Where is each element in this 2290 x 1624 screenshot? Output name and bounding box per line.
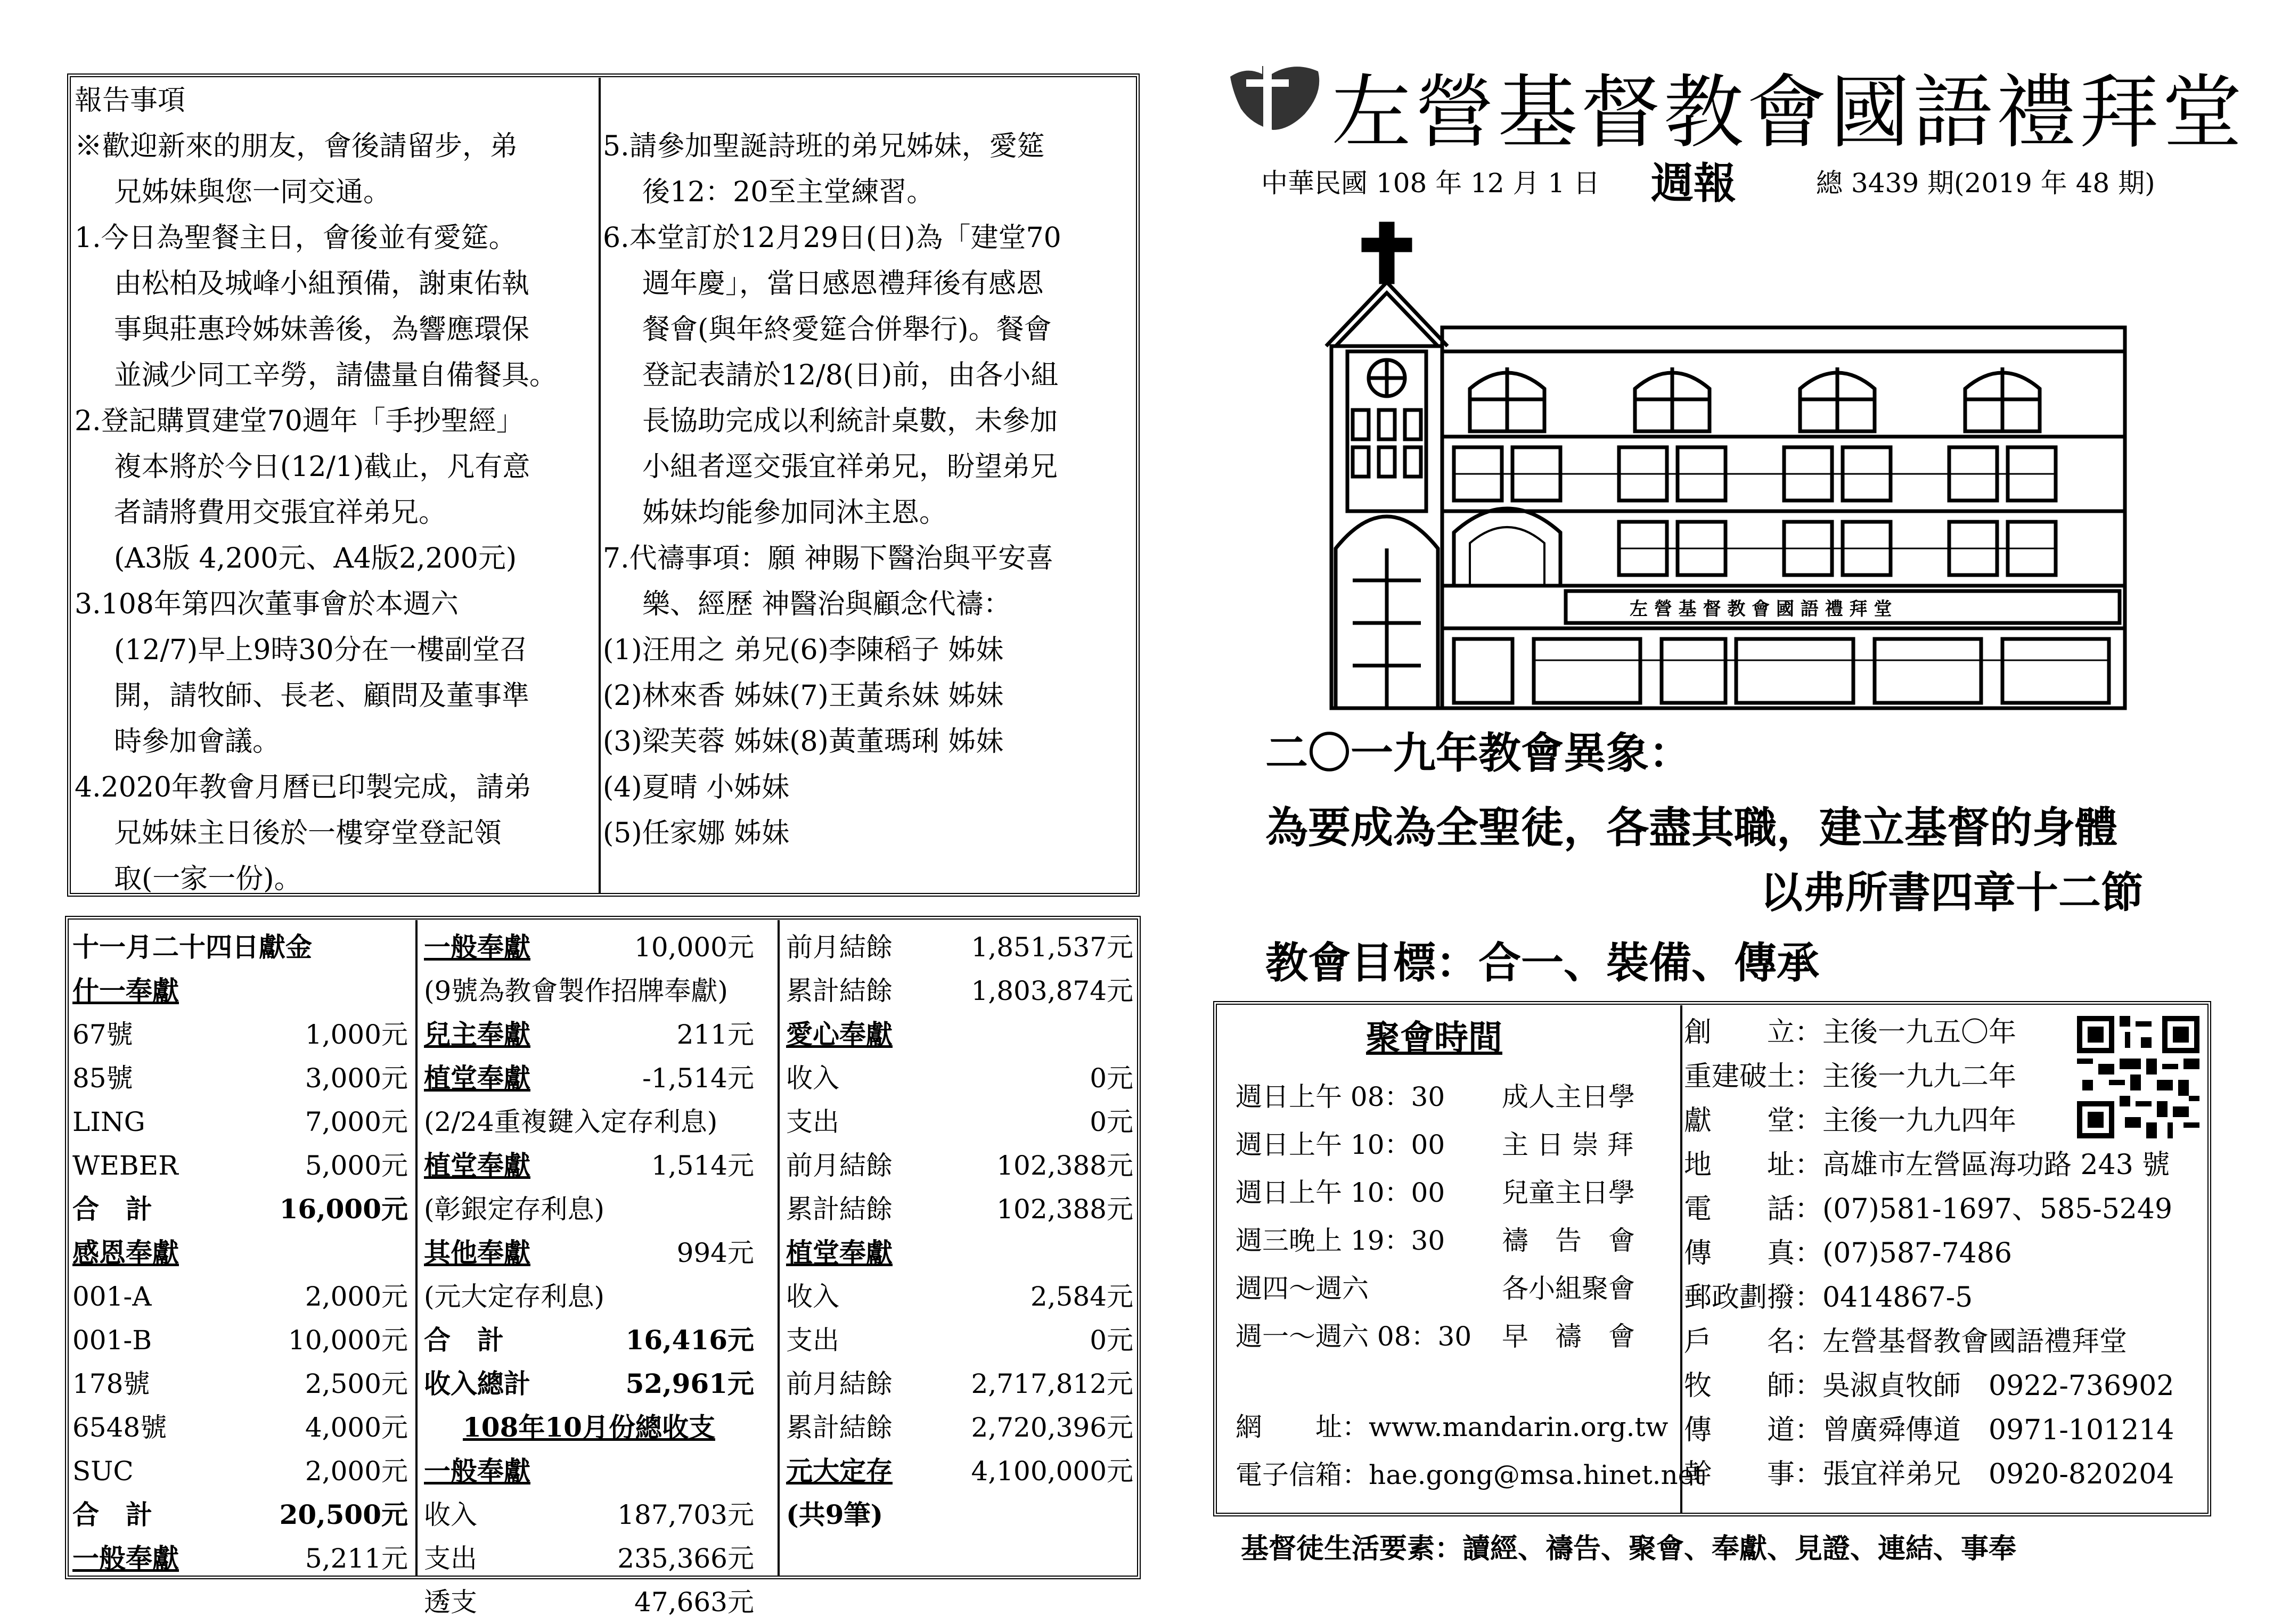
finance-row — [424, 1144, 754, 1187]
announcement-line: 小組者逕交張宜祥弟兄，盼望弟兄 — [642, 451, 1058, 483]
finance-label: 感恩奉獻 — [72, 1237, 179, 1268]
announcement-line: 者請將費用交張宜祥弟兄。 — [114, 497, 447, 529]
finance-row — [72, 1318, 408, 1362]
announcement-line: 5.請參加聖誕詩班的弟兄姊妹，愛筵 — [603, 130, 1045, 162]
finance-amount: 5,000元 — [305, 1150, 408, 1181]
meeting-time: 週一～週六 08：30 — [1236, 1321, 1472, 1352]
finance-label: 合 計 — [72, 1499, 152, 1530]
church-info-row: 傳 真：(07)587-7486 — [1684, 1237, 2012, 1269]
finance-amount: 1,851,537元 — [971, 932, 1133, 963]
finance-amount: 7,000元 — [305, 1106, 408, 1137]
finance-label: 67號 — [72, 1019, 133, 1050]
finance-amount: 16,000元 — [279, 1193, 408, 1225]
finance-label: 收入 — [424, 1499, 477, 1530]
church-info-row: 獻 堂：主後一九九四年 — [1684, 1105, 2017, 1137]
announcement-line: 長協助完成以利統計桌數，未參加 — [642, 405, 1058, 437]
finance-row — [424, 1056, 754, 1100]
meeting-time: 週四～週六 — [1236, 1273, 1369, 1304]
announcement-line: 6.本堂訂於12月29日(日)為「建堂70 — [603, 222, 1061, 254]
finance-row — [424, 1406, 754, 1449]
finance-label: 85號 — [72, 1063, 133, 1094]
finance-row — [424, 1580, 754, 1624]
church-info-row: 創 立：主後一九五〇年 — [1684, 1016, 2017, 1048]
finance-amount: 2,000元 — [305, 1456, 408, 1487]
finance-label: 一般奉獻 — [424, 931, 530, 963]
finance-amount: 16,416元 — [625, 1324, 754, 1356]
finance-label: 累計結餘 — [786, 975, 893, 1006]
announcement-line: (A3版 4,200元、A4版2,200元) — [114, 543, 517, 575]
finance-amount: 102,388元 — [996, 1150, 1133, 1181]
finance-amount: 20,500元 — [279, 1499, 408, 1530]
vision-scripture: 以弗所書四章十二節 — [1760, 867, 2144, 917]
website: 網 址：www.mandarin.org.tw — [1236, 1412, 1669, 1442]
announcement-line: (3)梁芙蓉 姊妹(8)黃董瑪琍 姊妹 — [603, 726, 1004, 758]
bulletin-issue: 總 3439 期(2019 年 48 期) — [1816, 168, 2155, 199]
church-info-row: 電 話：(07)581-1697、585-5249 — [1684, 1193, 2173, 1225]
announcement-line: (12/7)早上9時30分在一樓副堂召 — [114, 634, 528, 666]
finance-row — [72, 1013, 408, 1056]
church-info-row: 地 址：高雄市左營區海功路 243 號 — [1684, 1149, 2170, 1181]
vision-heading: 二〇一九年教會異象： — [1265, 728, 1691, 778]
church-info-row: 幹 事：張宜祥弟兄 0920-820204 — [1684, 1458, 2174, 1490]
announcement-line: (4)夏晴 小姊妹 — [603, 772, 790, 803]
church-info-row: 郵政劃撥：0414867-5 — [1684, 1282, 1973, 1314]
finance-row — [786, 1013, 1133, 1056]
finance-label: 植堂奉獻 — [424, 1150, 530, 1181]
finance-label: 支出 — [786, 1106, 839, 1137]
church-info-row: 牧 師：吳淑貞牧師 0922-736902 — [1684, 1370, 2174, 1402]
christian-life-elements: 基督徒生活要素：讀經、禱告、聚會、奉獻、見證、連結、事奉 — [1241, 1532, 2017, 1565]
meeting-row — [1236, 1169, 1667, 1217]
finance-row — [786, 1056, 1133, 1100]
announcement-line: 取(一家一份)。 — [114, 863, 302, 895]
finance-amount: 4,100,000元 — [971, 1456, 1133, 1487]
finance-amount: 0元 — [1090, 1325, 1133, 1356]
announcement-line: 姊妹均能參加同沐主恩。 — [642, 497, 947, 529]
finance-label: 愛心奉獻 — [786, 1019, 893, 1050]
qr-code — [2077, 1016, 2199, 1138]
finance-amount: 4,000元 — [305, 1412, 408, 1443]
finance-label: 001-B — [72, 1325, 152, 1356]
finance-label: 前月結餘 — [786, 1368, 893, 1399]
finance-divider-1 — [415, 920, 418, 1576]
finance-row — [72, 925, 408, 969]
finance-row — [424, 1275, 754, 1318]
announcement-line: ※歡迎新來的朋友，會後請留步，弟 — [75, 130, 518, 162]
finance-amount: 102,388元 — [996, 1194, 1133, 1225]
finance-label: 前月結餘 — [786, 932, 893, 963]
finance-amount: 3,000元 — [305, 1063, 408, 1094]
church-goal: 教會目標：合一、裝備、傳承 — [1265, 938, 1819, 988]
announcement-line: 餐會(與年終愛筵合併舉行)。餐會 — [642, 314, 1052, 346]
finance-row — [424, 925, 754, 969]
announcements-divider — [599, 78, 601, 893]
meetings-divider — [1680, 1005, 1682, 1513]
meeting-time: 週日上午 08：30 — [1236, 1081, 1445, 1112]
finance-row — [424, 1318, 754, 1362]
finance-row — [786, 1144, 1133, 1187]
finance-row — [424, 1100, 754, 1144]
announcement-line: 登記表請於12/8(日)前，由各小組 — [642, 359, 1059, 391]
church-info-row: 傳 道：曾廣舜傳道 0971-101214 — [1684, 1414, 2174, 1446]
finance-amount: 1,803,874元 — [971, 975, 1133, 1006]
finance-row — [72, 1493, 408, 1537]
finance-label: (9號為教會製作招牌奉獻) — [424, 975, 728, 1006]
finance-row — [424, 1449, 754, 1493]
finance-label: 元大定存 — [786, 1455, 893, 1487]
finance-label: WEBER — [72, 1150, 178, 1181]
announcement-line: 並減少同工辛勞，請儘量自備餐具。 — [114, 359, 558, 391]
finance-row — [786, 1187, 1133, 1231]
meeting-row — [1236, 1313, 1667, 1360]
finance-row — [786, 1318, 1133, 1362]
finance-label: 植堂奉獻 — [424, 1062, 530, 1094]
finance-label: (元大定存利息) — [424, 1281, 605, 1312]
finance-amount: 1,514元 — [651, 1150, 754, 1181]
announcement-line: 後12：20至主堂練習。 — [642, 176, 935, 208]
finance-label: 累計結餘 — [786, 1412, 893, 1443]
finance-amount: 47,663元 — [634, 1587, 754, 1618]
finance-divider-2 — [778, 920, 780, 1576]
finance-amount: 211元 — [676, 1019, 754, 1050]
finance-row — [72, 1275, 408, 1318]
finance-label: 透支 — [424, 1587, 477, 1618]
finance-amount: 52,961元 — [625, 1368, 754, 1399]
finance-label: 收入 — [786, 1063, 839, 1094]
meeting-row — [1236, 1217, 1667, 1265]
finance-label: (共9筆) — [786, 1499, 884, 1530]
finance-row — [424, 1231, 754, 1275]
finance-row — [72, 1537, 408, 1580]
church-info-row: 重建破土：主後一九九二年 — [1684, 1061, 2017, 1093]
finance-label: 其他奉獻 — [424, 1237, 530, 1268]
bulletin-label: 週報 — [1651, 158, 1736, 208]
finance-label: 001-A — [72, 1281, 152, 1312]
finance-row — [786, 1100, 1133, 1144]
finance-row — [72, 969, 408, 1013]
finance-col1 — [72, 925, 408, 1580]
finance-label: 合 計 — [72, 1193, 152, 1225]
finance-label: 前月結餘 — [786, 1150, 893, 1181]
announcement-line: 3.108年第四次董事會於本週六 — [75, 588, 459, 620]
finance-row — [786, 1275, 1133, 1318]
finance-label: 什一奉獻 — [72, 975, 179, 1006]
finance-amount: 1,000元 — [305, 1019, 408, 1050]
meeting-time: 週日上午 10：00 — [1236, 1129, 1445, 1160]
church-logo — [1225, 55, 1331, 135]
finance-label: 一般奉獻 — [72, 1543, 179, 1574]
finance-row — [72, 1362, 408, 1406]
meeting-row — [1236, 1265, 1667, 1313]
finance-label: 6548號 — [72, 1412, 167, 1443]
finance-row — [72, 1100, 408, 1144]
finance-amount: 2,584元 — [1030, 1281, 1133, 1312]
announcement-line: 4.2020年教會月曆已印製完成，請弟 — [75, 772, 531, 803]
finance-label: 累計結餘 — [786, 1194, 893, 1225]
finance-amount: 5,211元 — [305, 1543, 408, 1574]
announcement-line: 樂、經歷 神醫治與顧念代禱： — [642, 588, 1011, 620]
finance-amount: 187,703元 — [617, 1499, 754, 1530]
announcement-line: 複本將於今日(12/1)截止，凡有意 — [114, 451, 530, 483]
finance-row — [424, 1493, 754, 1537]
meetings-list — [1236, 1073, 1667, 1360]
announcement-line: 週年慶」，當日感恩禮拜後有感恩 — [642, 268, 1044, 300]
finance-row — [72, 1187, 408, 1231]
finance-label: 收入 — [786, 1281, 839, 1312]
church-building-illustration — [1310, 218, 2130, 713]
finance-row — [424, 1537, 754, 1580]
finance-row — [72, 1144, 408, 1187]
finance-label: 兒主奉獻 — [424, 1019, 530, 1050]
bulletin-date: 中華民國 108 年 12 月 1 日 — [1261, 168, 1600, 199]
finance-amount: 10,000元 — [288, 1325, 408, 1356]
meetings-heading: 聚會時間 — [1366, 1018, 1502, 1058]
meeting-row — [1236, 1073, 1667, 1121]
announcement-line: 時參加會議。 — [114, 726, 281, 758]
meeting-name: 主 日 崇 拜 — [1502, 1129, 1634, 1160]
finance-row — [786, 1449, 1133, 1493]
finance-amount: 994元 — [676, 1237, 754, 1268]
finance-row — [72, 1056, 408, 1100]
email: 電子信箱：hae.gong@msa.hinet.net — [1236, 1459, 1705, 1490]
finance-row — [786, 969, 1133, 1013]
finance-amount: -1,514元 — [642, 1063, 754, 1094]
finance-row — [786, 1362, 1133, 1406]
finance-row — [786, 1231, 1133, 1275]
church-info-row: 戶 名：左營基督教會國語禮拜堂 — [1684, 1326, 2128, 1358]
finance-row — [424, 969, 754, 1013]
announcement-line: 1.今日為聖餐主日，會後並有愛筵。 — [75, 222, 517, 254]
finance-amount: 0元 — [1090, 1106, 1133, 1137]
announcements-col2 — [603, 124, 1135, 856]
meeting-row — [1236, 1121, 1667, 1169]
finance-row — [786, 1493, 1133, 1537]
finance-amount: 10,000元 — [634, 932, 754, 963]
announcement-line: 兄姊妹與您一同交通。 — [114, 176, 391, 208]
announcement-line: (1)汪用之 弟兄(6)李陳稻子 姊妹 — [603, 634, 1004, 666]
meeting-name: 成人主日學 — [1502, 1081, 1635, 1112]
finance-amount: 2,000元 — [305, 1281, 408, 1312]
finance-label: 178號 — [72, 1368, 150, 1399]
announcement-line: 2.登記購買建堂70週年「手抄聖經」 — [75, 405, 524, 437]
finance-row — [72, 1231, 408, 1275]
finance-label: 合 計 — [424, 1324, 504, 1356]
finance-col2 — [424, 925, 754, 1624]
meeting-name: 兒童主日學 — [1502, 1177, 1635, 1208]
finance-amount: 2,720,396元 — [971, 1412, 1133, 1443]
finance-amount: 235,366元 — [617, 1543, 754, 1574]
announcement-line: 7.代禱事項：願 神賜下醫治與平安喜 — [603, 543, 1054, 575]
announcement-line: (5)任家娜 姊妹 — [603, 817, 790, 849]
announcement-line: 兄姊妹主日後於一樓穿堂登記領 — [114, 817, 502, 849]
finance-label: 108年10月份總收支 — [463, 1412, 715, 1443]
announcement-line: 事與莊惠玲姊妹善後，為響應環保 — [114, 314, 530, 346]
finance-label: 十一月二十四日獻金 — [72, 931, 312, 963]
announcement-line: 由松柏及城峰小組預備，謝東佑執 — [114, 268, 530, 300]
finance-label: 支出 — [424, 1543, 477, 1574]
finance-amount: 2,500元 — [305, 1368, 408, 1399]
finance-row — [72, 1406, 408, 1449]
announcement-line: (2)林來香 姊妹(7)王黃糸妹 姊妹 — [603, 680, 1004, 712]
vision-statement: 為要成為全聖徒，各盡其職，建立基督的身體 — [1265, 802, 2117, 852]
finance-row — [424, 1013, 754, 1056]
finance-label: 收入總計 — [424, 1368, 530, 1399]
meeting-time: 週日上午 10：00 — [1236, 1177, 1445, 1208]
finance-label: (2/24重複鍵入定存利息) — [424, 1106, 718, 1137]
meeting-name: 各小組聚會 — [1502, 1273, 1635, 1304]
church-title: 左營基督教會國語禮拜堂 — [1331, 67, 2246, 159]
finance-row — [786, 1406, 1133, 1449]
finance-col3 — [786, 925, 1133, 1537]
finance-label: 一般奉獻 — [424, 1455, 530, 1487]
finance-row — [72, 1449, 408, 1493]
announcements-col1 — [75, 78, 596, 902]
finance-row — [424, 1362, 754, 1406]
finance-label: 植堂奉獻 — [786, 1237, 893, 1268]
finance-row — [786, 925, 1133, 969]
finance-label: LING — [72, 1106, 145, 1137]
building-sign-text: 左 營 基 督 教 會 國 語 禮 拜 堂 — [1630, 598, 1892, 620]
announcement-line: 開，請牧師、長老、顧問及董事準 — [114, 680, 530, 712]
finance-amount: 0元 — [1090, 1063, 1133, 1094]
finance-row — [424, 1187, 754, 1231]
meeting-name: 早 禱 會 — [1502, 1321, 1635, 1352]
finance-amount: 2,717,812元 — [971, 1368, 1133, 1399]
finance-label: SUC — [72, 1456, 134, 1487]
announcements-heading: 報告事項 — [75, 85, 186, 117]
meeting-name: 禱 告 會 — [1502, 1225, 1635, 1256]
meeting-time: 週三晚上 19：30 — [1236, 1225, 1445, 1256]
finance-label: (彰銀定存利息) — [424, 1194, 605, 1225]
finance-label: 支出 — [786, 1325, 839, 1356]
